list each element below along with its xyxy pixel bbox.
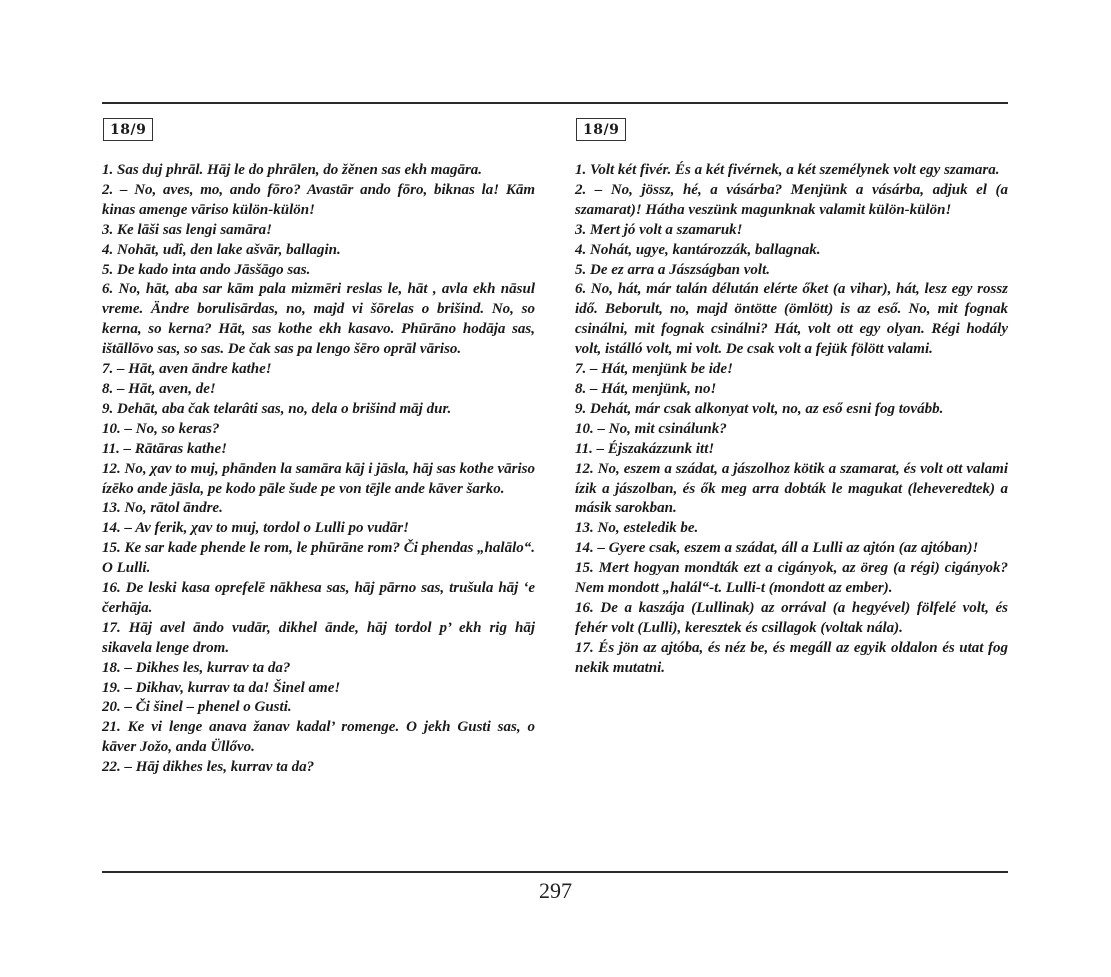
text-paragraph: 8. – Hát, menjünk, no!	[575, 380, 717, 397]
text-paragraph: 10. – No, so keras?	[102, 420, 220, 437]
text-paragraph: 13. No, esteledik be.	[575, 520, 699, 537]
text-paragraph: 2. – No, jössz, hé, a vásárba? Menjünk a vásárba, adjuk el (a szamarat)! Hátha veszünk magunknak valamit külön-külön!	[575, 181, 1008, 218]
text-paragraph: 5. De ez arra a Jászságban volt.	[575, 261, 771, 278]
text-paragraph: 8. – Hāt, aven, de!	[102, 380, 216, 397]
text-paragraph: 15. Mert hogyan mondták ezt a cigányok, az öreg (a régi) cigányok? Nem mondott „halál“-t. Lulli-t (mondott az ember).	[575, 560, 1008, 597]
text-block	[575, 161, 1008, 679]
text-paragraph: 9. Dehāt, aba čak telarâti sas, no, dela o brišind māj dur.	[102, 400, 452, 417]
text-paragraph: 14. – Av ferik, χav to muj, tordol o Lulli po vudār!	[102, 520, 409, 537]
text-paragraph: 7. – Hāt, aven āndre kathe!	[102, 361, 272, 378]
text-paragraph: 10. – No, mit csinálunk?	[575, 420, 727, 437]
text-paragraph: 12. No, eszem a szádat, a jászolhoz kötik a szamarat, és volt ott valami ízik a jászolban, és ők meg arra dobták le magukat (leheveredtek) a másik sarokban.	[575, 460, 1008, 517]
text-paragraph: 17. Hāj avel āndo vudār, dikhel ānde, hāj tordol p’ ekh rig hāj sikavela lenge drom.	[102, 619, 535, 656]
text-paragraph: 21. Ke vi lenge anava žanav kadal’ romenge. O jekh Gusti sas, o kāver Jožo, anda Üllővo.	[102, 719, 535, 756]
text-paragraph: 7. – Hát, menjünk be ide!	[575, 361, 733, 378]
text-paragraph: 16. De a kaszája (Lullinak) az orrával (a hegyével) fölfelé volt, és fehér volt (Lulli), keresztek és csillagok (voltak nála).	[575, 599, 1008, 636]
top-rule	[102, 102, 1008, 104]
text-paragraph: 4. Nohāt, udî, den lake ašvār, ballagin.	[102, 241, 341, 258]
text-paragraph: 6. No, hāt, aba sar kām pala mizmēri reslas le, hāt , avla ekh nāsul vreme. Ändre borulisārdas, no, majd vi šōrelas o brišind. No, so kerna, so kerna? Hāt, sas kothe ekh kasavo. Phūrāno hodāja sas, ištāllōvo sas, so sas. De čak sas pa lengo šēro oprāl vāriso.	[102, 281, 535, 358]
text-paragraph: 11. – Éjszakázzunk itt!	[575, 440, 715, 457]
text-paragraph: 15. Ke sar kade phende le rom, le phūrāne rom? Či phendas „halālo“. O Lulli.	[102, 540, 535, 577]
text-paragraph: 19. – Dikhav, kurrav ta da! Šinel ame!	[102, 679, 341, 696]
text-paragraph: 12. No, χav to muj, phānden la samāra kāj i jāsla, hāj sas kothe vāriso ízēko ande jāsla, pe kodo pāle šude pe von tējle ande kāver šarko.	[102, 460, 535, 497]
text-paragraph: 5. De kado inta ando Jāsšāgo sas.	[102, 261, 311, 278]
text-paragraph: 16. De leski kasa oprefelē nākhesa sas, hāj pārno sas, trušula hāj ‘e čerhāja.	[102, 580, 535, 616]
text-paragraph: 1. Volt két fivér. És a két fivérnek, a két személynek volt egy szamara.	[575, 162, 1000, 178]
page-number: 297	[539, 878, 572, 903]
text-paragraph: 2. – No, aves, mo, ando fōro? Avastār ando fōro, biknas la! Kām kinas amenge vāriso külön-külön!	[102, 181, 535, 218]
section-badge: 18/9	[103, 118, 153, 141]
text-paragraph: 4. Nohát, ugye, kantározzák, ballagnak.	[575, 241, 821, 258]
text-paragraph: 22. – Hāj dikhes les, kurrav ta da?	[102, 759, 315, 776]
text-block	[102, 161, 535, 778]
text-paragraph: 17. És jön az ajtóba, és néz be, és megáll az egyik oldalon és utat fog nekik mutatni.	[575, 639, 1008, 676]
text-paragraph: 13. No, rātol āndre.	[102, 500, 223, 517]
text-paragraph: 11. – Rātāras kathe!	[102, 440, 228, 457]
text-paragraph: 20. – Či šinel – phenel o Gusti.	[102, 699, 292, 716]
text-paragraph: 14. – Gyere csak, eszem a szádat, áll a Lulli az ajtón (az ajtóban)!	[575, 540, 979, 557]
right-column-hungarian	[575, 118, 1008, 679]
text-paragraph: 9. Dehát, már csak alkonyat volt, no, az eső esni fog tovább.	[575, 400, 944, 417]
text-paragraph: 6. No, hát, már talán délután elérte őket (a vihar), hát, lesz egy rossz idő. Beborult, no, majd öntötte (ömlött) is az eső. No, mit fognak csinálni, mit fognak csinálni? Hát, volt ott egy olyan. Régi hodály volt, istálló volt, mi volt. De csak volt a fejük fölött valami.	[575, 281, 1008, 358]
section-badge: 18/9	[576, 118, 626, 141]
left-column-romani	[102, 118, 535, 778]
text-paragraph: 1. Sas duj phrāl. Hāj le do phrālen, do žěnen sas ekh magāra.	[102, 162, 483, 178]
text-paragraph: 3. Ke lāši sas lengi samāra!	[102, 221, 273, 238]
bottom-rule	[102, 871, 1008, 873]
text-paragraph: 3. Mert jó volt a szamaruk!	[575, 221, 743, 238]
text-paragraph: 18. – Dikhes les, kurrav ta da?	[102, 659, 291, 676]
